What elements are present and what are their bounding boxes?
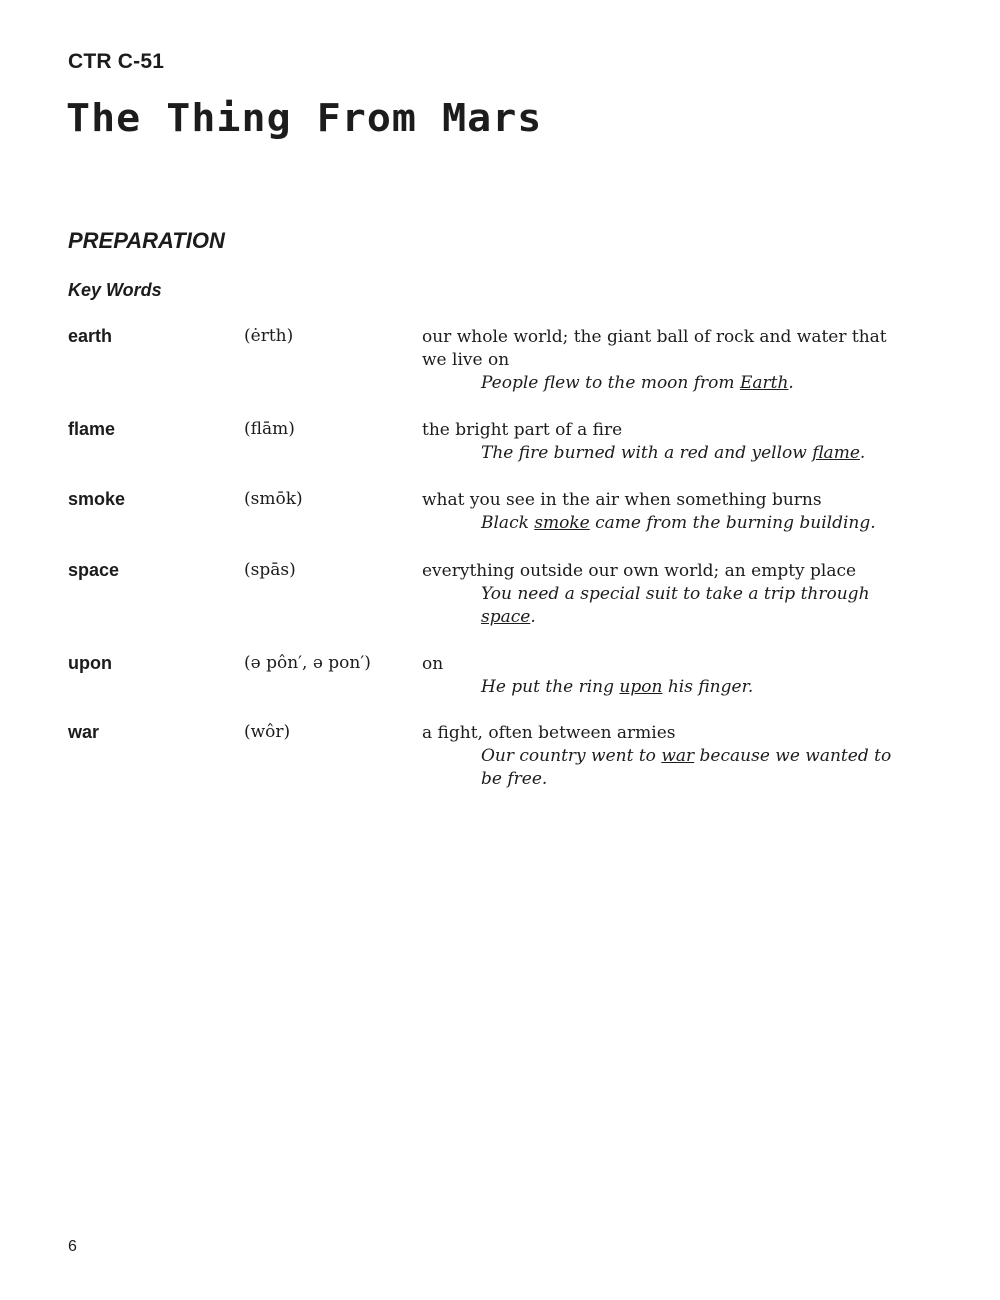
- pronunciation: (flām): [244, 419, 295, 439]
- pronunciation: (smōk): [244, 489, 303, 509]
- definition-block: [422, 326, 902, 395]
- example-text-after: his finger.: [662, 677, 754, 697]
- example-key-word: flame: [812, 443, 860, 463]
- example-text-after: .: [859, 443, 866, 463]
- definition: what you see in the air when something burns: [422, 490, 822, 510]
- definition: our whole world; the giant ball of rock and water that we live on: [422, 327, 887, 370]
- example-text-after: because we wanted to be free.: [481, 746, 892, 789]
- example-sentence: [422, 583, 902, 629]
- example-sentence: [422, 745, 902, 791]
- example-key-word: smoke: [534, 513, 590, 533]
- example-sentence: [422, 676, 902, 699]
- example-text-before: Our country went to: [481, 746, 662, 766]
- example-text-before: The fire burned with a red and yellow: [481, 443, 813, 463]
- key-word: upon: [68, 653, 112, 673]
- example-text-after: .: [530, 607, 536, 627]
- example-text-after: .: [788, 373, 794, 393]
- pronunciation: (ėrth): [244, 326, 294, 346]
- example-sentence: [422, 442, 902, 465]
- example-key-word: Earth: [739, 373, 789, 393]
- pronunciation: (wôr): [244, 722, 291, 742]
- example-key-word: upon: [619, 677, 663, 697]
- key-word: space: [68, 560, 120, 580]
- example-text-before: You need a special suit to take a trip through: [481, 584, 870, 604]
- definition: on: [422, 654, 444, 674]
- pronunciation: (spās): [244, 560, 296, 580]
- section-heading: PREPARATION: [68, 228, 225, 253]
- key-word: war: [68, 722, 100, 742]
- page-number: 6: [68, 1238, 77, 1255]
- definition: the bright part of a fire: [422, 420, 623, 440]
- pronunciation: (ə pôn′, ə pon′): [244, 653, 371, 673]
- definition-block: [422, 722, 902, 791]
- example-key-word: war: [661, 746, 695, 766]
- key-word: flame: [68, 419, 116, 439]
- definition-block: [422, 560, 902, 629]
- example-sentence: [422, 372, 902, 395]
- subsection-heading: Key Words: [68, 280, 162, 300]
- example-text-before: He put the ring: [481, 677, 620, 697]
- example-text-after: came from the burning building.: [589, 513, 876, 533]
- definition-block: [422, 419, 902, 465]
- definition-block: [422, 653, 902, 699]
- key-word: smoke: [68, 489, 126, 509]
- example-text-before: People flew to the moon from: [481, 373, 740, 393]
- definition: a fight, often between armies: [422, 723, 676, 743]
- definition: everything outside our own world; an empty place: [422, 561, 857, 581]
- page-title: The Thing From Mars: [66, 96, 543, 140]
- key-word: earth: [68, 326, 113, 346]
- definition-block: [422, 489, 902, 535]
- example-sentence: [422, 512, 902, 535]
- example-key-word: space: [481, 607, 531, 627]
- lesson-code: CTR C-51: [68, 50, 165, 73]
- example-text-before: Black: [481, 513, 535, 533]
